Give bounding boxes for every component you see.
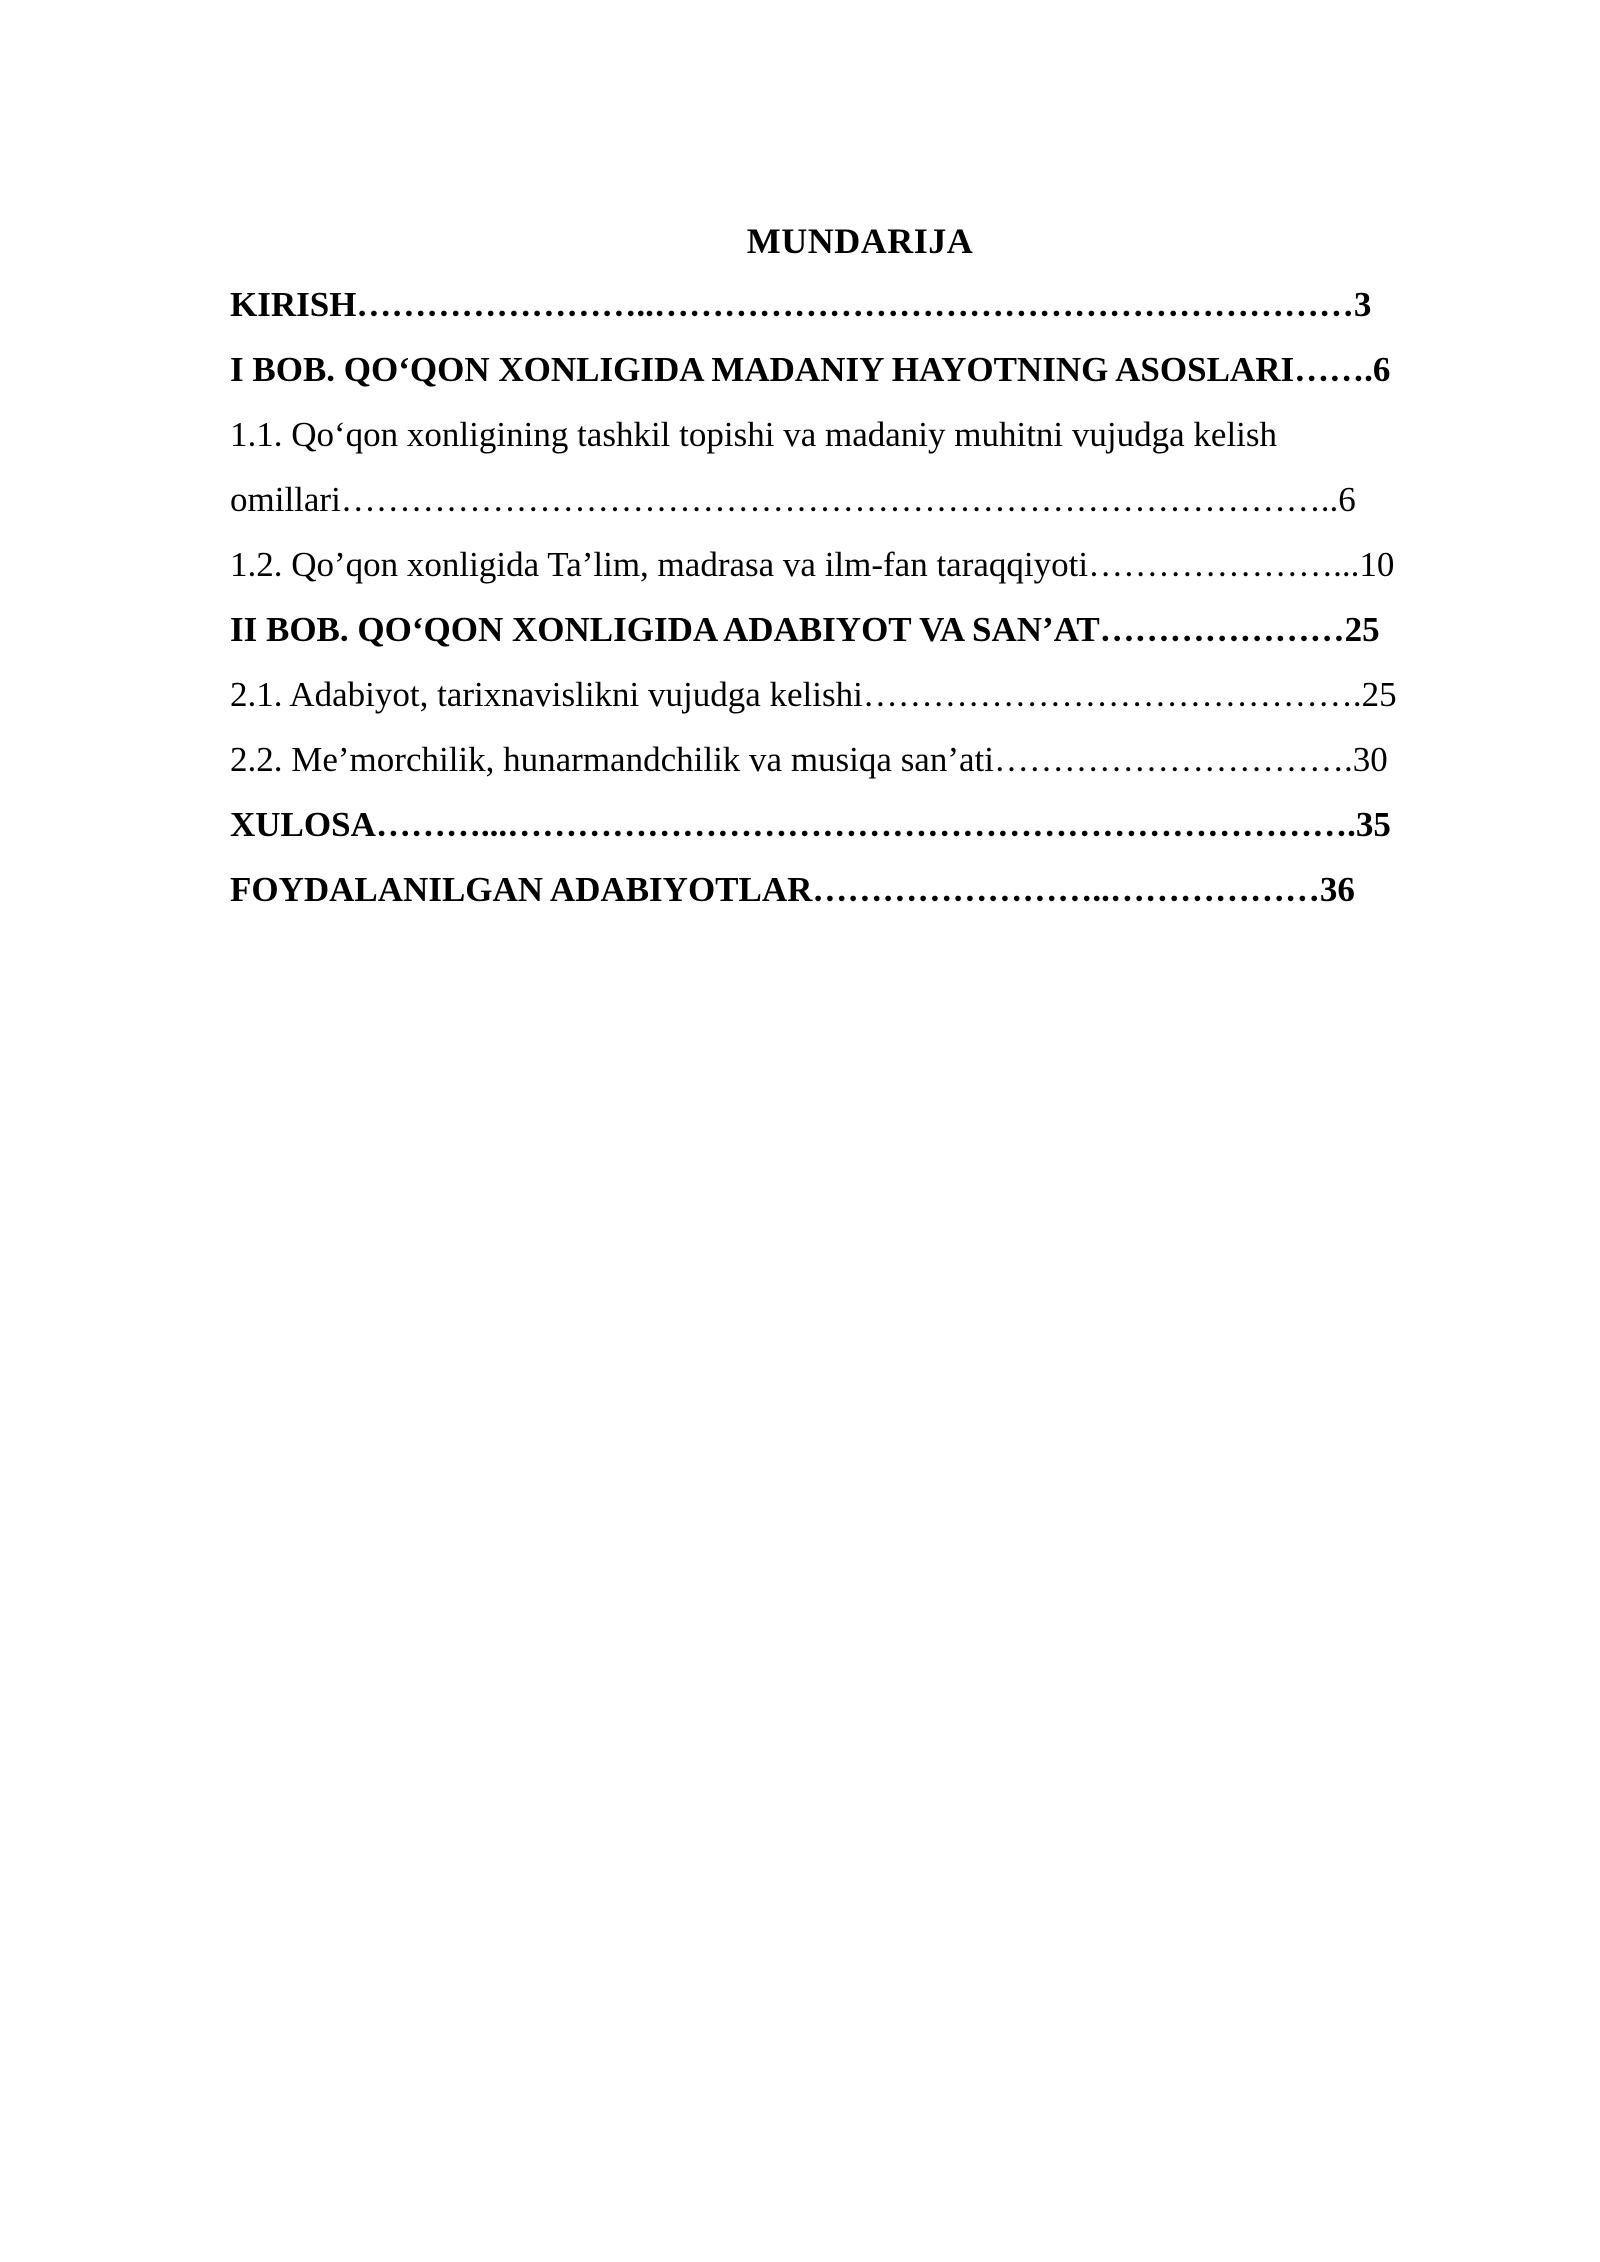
toc-entry-kirish: KIRISH……………………..……………………………………………………3 xyxy=(230,285,1372,324)
toc-entry-section-2-2: 2.2. Me’morchilik, hunarmandchilik va musiqa san’ati………………………….30 xyxy=(230,740,1388,779)
toc-entry-section-1-1: 1.1. Qo‘qon xonligining tashkil topishi va madaniy muhitni vujudga kelish xyxy=(230,415,1278,454)
toc-title-text: MUNDARIJA xyxy=(746,221,974,261)
table-of-contents xyxy=(230,282,1500,932)
toc-entry-references: FOYDALANILGAN ADABIYOTLAR……………………..………………36 xyxy=(230,870,1355,909)
toc-entry-section-1-2: 1.2. Qo’qon xonligida Ta’lim, madrasa va ilm-fan taraqqiyoti…………………...10 xyxy=(230,545,1395,584)
toc-entry-section-2-1: 2.1. Adabiyot, tarixnavislikni vujudga kelishi…………………………………….25 xyxy=(230,675,1397,714)
toc-entry-xulosa: XULOSA………...……………………………………………………………….35 xyxy=(230,805,1391,844)
toc-entry-chapter-1: I BOB. QO‘QON XONLIGIDA MADANIY HAYOTNING ASOSLARI…….6 xyxy=(230,350,1391,389)
toc-entry-section-1-1-continued: omillari…………………………………………………………………………..6 xyxy=(230,480,1356,519)
toc-title xyxy=(0,218,1600,264)
toc-entry-chapter-2: II BOB. QO‘QON XONLIGIDA ADABIYOT VA SAN’AT…………………25 xyxy=(230,610,1380,649)
